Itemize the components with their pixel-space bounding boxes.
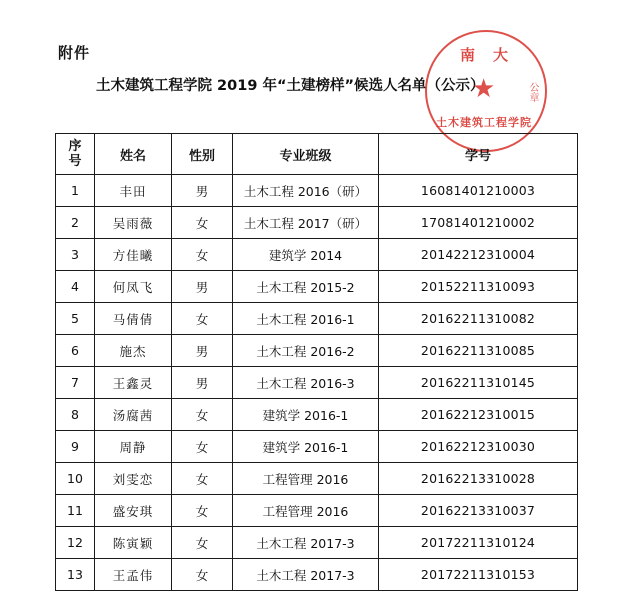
cell-student-id: 20162212310015 (379, 399, 578, 431)
cell-student-id: 20162211310145 (379, 367, 578, 399)
cell-name: 盛安琪 (95, 495, 172, 527)
cell-seq: 10 (56, 463, 95, 495)
attachment-label: 附件 (58, 44, 91, 62)
candidate-roster-table (55, 133, 578, 591)
table-row (56, 175, 578, 207)
cell-seq: 7 (56, 367, 95, 399)
cell-name: 马倩倩 (95, 303, 172, 335)
cell-student-id: 20162213310028 (379, 463, 578, 495)
cell-gender: 女 (172, 463, 233, 495)
cell-student-id: 20162212310030 (379, 431, 578, 463)
seal-bottom-text: 土木建筑工程学院 (436, 116, 532, 129)
cell-student-id: 20142212310004 (379, 239, 578, 271)
column-header-seq-line2: 号 (68, 154, 82, 169)
cell-gender: 男 (172, 175, 233, 207)
cell-gender: 女 (172, 399, 233, 431)
cell-gender: 女 (172, 207, 233, 239)
cell-seq: 13 (56, 559, 95, 591)
cell-student-id: 17081401210002 (379, 207, 578, 239)
cell-major: 土木工程 2017-3 (233, 559, 379, 591)
cell-name: 汤腐茜 (95, 399, 172, 431)
cell-name: 王孟伟 (95, 559, 172, 591)
cell-name: 施杰 (95, 335, 172, 367)
table-row (56, 495, 578, 527)
cell-gender: 女 (172, 303, 233, 335)
cell-major: 建筑学 2016-1 (233, 399, 379, 431)
cell-major: 土木工程 2016-3 (233, 367, 379, 399)
cell-student-id: 20172211310124 (379, 527, 578, 559)
cell-student-id: 20172211310153 (379, 559, 578, 591)
table-row (56, 271, 578, 303)
page-title: 土木建筑工程学院 2019 年“土建榜样”候选人名单（公示） (96, 78, 485, 94)
cell-seq: 3 (56, 239, 95, 271)
cell-major: 土木工程 2016-2 (233, 335, 379, 367)
cell-name: 刘雯恋 (95, 463, 172, 495)
table-row (56, 559, 578, 591)
cell-seq: 1 (56, 175, 95, 207)
cell-name: 方佳曦 (95, 239, 172, 271)
column-header-name: 姓名 (95, 134, 172, 175)
cell-seq: 6 (56, 335, 95, 367)
table-row (56, 431, 578, 463)
cell-name: 周静 (95, 431, 172, 463)
table-body (56, 175, 578, 591)
cell-major: 建筑学 2014 (233, 239, 379, 271)
seal-side-text: 公章 (527, 82, 538, 102)
cell-gender: 女 (172, 527, 233, 559)
table-row (56, 335, 578, 367)
cell-name: 何凤飞 (95, 271, 172, 303)
cell-major: 土木工程 2016（研） (233, 175, 379, 207)
cell-major: 建筑学 2016-1 (233, 431, 379, 463)
column-header-seq-line1: 序 (68, 139, 82, 154)
cell-gender: 女 (172, 495, 233, 527)
column-header-gender: 性别 (172, 134, 233, 175)
cell-name: 吴雨薇 (95, 207, 172, 239)
cell-seq: 11 (56, 495, 95, 527)
cell-student-id: 20152211310093 (379, 271, 578, 303)
cell-name: 王鑫灵 (95, 367, 172, 399)
cell-gender: 男 (172, 335, 233, 367)
table-row (56, 527, 578, 559)
cell-seq: 5 (56, 303, 95, 335)
cell-name: 陈寅颖 (95, 527, 172, 559)
column-header-seq (56, 134, 95, 175)
cell-gender: 女 (172, 431, 233, 463)
cell-gender: 女 (172, 559, 233, 591)
cell-gender: 男 (172, 367, 233, 399)
table-row (56, 303, 578, 335)
cell-student-id: 20162213310037 (379, 495, 578, 527)
cell-major: 工程管理 2016 (233, 463, 379, 495)
cell-major: 工程管理 2016 (233, 495, 379, 527)
table-row (56, 399, 578, 431)
cell-seq: 12 (56, 527, 95, 559)
table-row (56, 207, 578, 239)
cell-major: 土木工程 2017（研） (233, 207, 379, 239)
seal-top-text: 南大 (459, 46, 526, 64)
cell-seq: 4 (56, 271, 95, 303)
cell-major: 土木工程 2017-3 (233, 527, 379, 559)
cell-student-id: 20162211310085 (379, 335, 578, 367)
table-header-row (56, 134, 578, 175)
column-header-major: 专业班级 (233, 134, 379, 175)
column-header-student-id: 学号 (379, 134, 578, 175)
cell-seq: 9 (56, 431, 95, 463)
cell-seq: 2 (56, 207, 95, 239)
cell-name: 丰田 (95, 175, 172, 207)
cell-major: 土木工程 2015-2 (233, 271, 379, 303)
table-row (56, 367, 578, 399)
cell-seq: 8 (56, 399, 95, 431)
table-row (56, 463, 578, 495)
cell-student-id: 16081401210003 (379, 175, 578, 207)
table-row (56, 239, 578, 271)
cell-gender: 男 (172, 271, 233, 303)
cell-student-id: 20162211310082 (379, 303, 578, 335)
cell-major: 土木工程 2016-1 (233, 303, 379, 335)
cell-gender: 女 (172, 239, 233, 271)
star-icon: ★ (472, 74, 496, 104)
